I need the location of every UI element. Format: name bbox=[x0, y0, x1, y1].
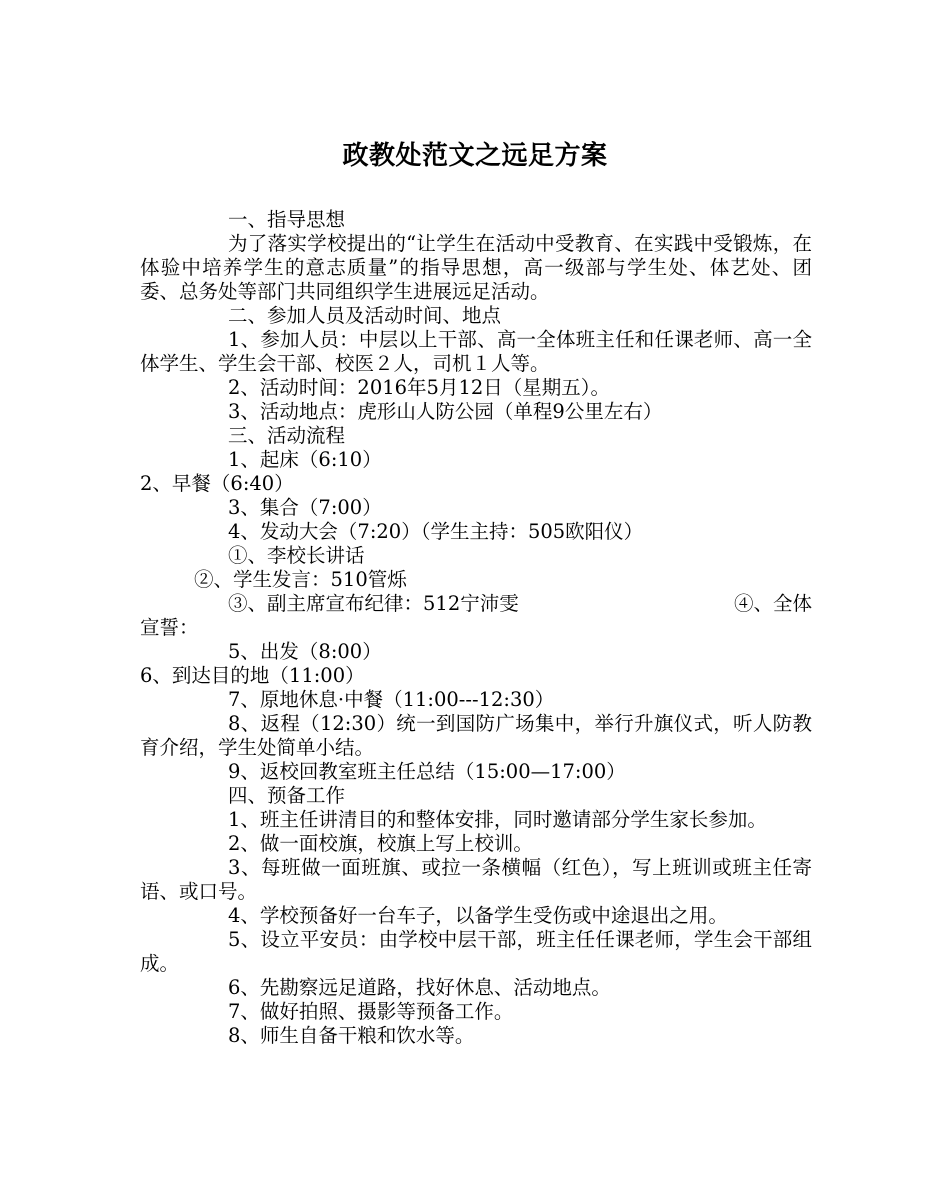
list-item: 7、做好拍照、摄影等预备工作。 bbox=[228, 1000, 514, 1023]
paragraph: 3、活动地点：虎形山人防公园（单程9公里左右） bbox=[228, 400, 663, 423]
list-item: 3、集合（7:00） bbox=[228, 496, 382, 519]
list-item: 4、发动大会（7:20）（学生主持：505欧阳仪） bbox=[228, 520, 644, 543]
list-item: 6、先勘察远足道路，找好休息、活动地点。 bbox=[228, 976, 611, 999]
list-item: 5、设立平安员：由学校中层干部，班主任任课老师，学生会干部组成。 bbox=[140, 928, 812, 975]
list-item: 2、早餐（6:40） bbox=[140, 472, 294, 495]
list-item: 8、师生自备干粮和饮水等。 bbox=[228, 1024, 475, 1047]
list-item: 6、到达目的地（11:00） bbox=[140, 664, 365, 687]
section-heading-4: 四、预备工作 bbox=[228, 784, 346, 807]
list-item: 8、返程（12:30）统一到国防广场集中，举行升旗仪式，听人防教育介绍，学生处简单小结。 bbox=[140, 712, 812, 759]
section-heading-1: 一、指导思想 bbox=[228, 208, 346, 231]
sub-list-item: ①、李校长讲话 bbox=[228, 544, 365, 567]
sub-list-item: ②、学生发言：510管烁 bbox=[194, 568, 407, 591]
list-item: 3、每班做一面班旗、或拉一条横幅（红色），写上班训或班主任寄语、或口号。 bbox=[140, 856, 812, 903]
sub-list-item-continuation: 宣誓： bbox=[140, 616, 199, 639]
sub-list-row bbox=[140, 592, 812, 616]
list-item: 4、学校预备好一台车子，以备学生受伤或中途退出之用。 bbox=[228, 904, 728, 927]
list-item: 1、起床（6:10） bbox=[228, 448, 382, 471]
section-heading-3: 三、活动流程 bbox=[228, 424, 346, 447]
section-heading-2: 二、参加人员及活动时间、地点 bbox=[228, 304, 502, 327]
list-item: 2、做一面校旗，校旗上写上校训。 bbox=[228, 832, 533, 855]
list-item: 9、返校回教室班主任总结（15:00—17:00） bbox=[228, 760, 626, 783]
list-item: 7、原地休息·中餐（11:00---12:30） bbox=[228, 688, 555, 711]
sub-list-item: ④、全体 bbox=[733, 592, 812, 615]
list-item: 1、班主任讲清目的和整体安排，同时邀请部分学生家长参加。 bbox=[228, 808, 767, 831]
paragraph: 为了落实学校提出的“让学生在活动中受教育、在实践中受锻炼，在体验中培养学生的意志质量”的指导思想，高一级部与学生处、体艺处、团委、总务处等部门共同组织学生进展远足活动。 bbox=[140, 232, 812, 303]
document-title: 政教处范文之远足方案 bbox=[342, 141, 608, 171]
sub-list-item: ③、副主席宣布纪律：512宁沛雯 bbox=[228, 592, 519, 615]
document-body bbox=[140, 208, 812, 1048]
list-item: 5、出发（8:00） bbox=[228, 640, 382, 663]
paragraph: 1、参加人员：中层以上干部、高一全体班主任和任课老师、高一全体学生、学生会干部、校医２人，司机１人等。 bbox=[140, 328, 812, 375]
paragraph: 2、活动时间：2016年5月12日（星期五）。 bbox=[228, 376, 611, 399]
